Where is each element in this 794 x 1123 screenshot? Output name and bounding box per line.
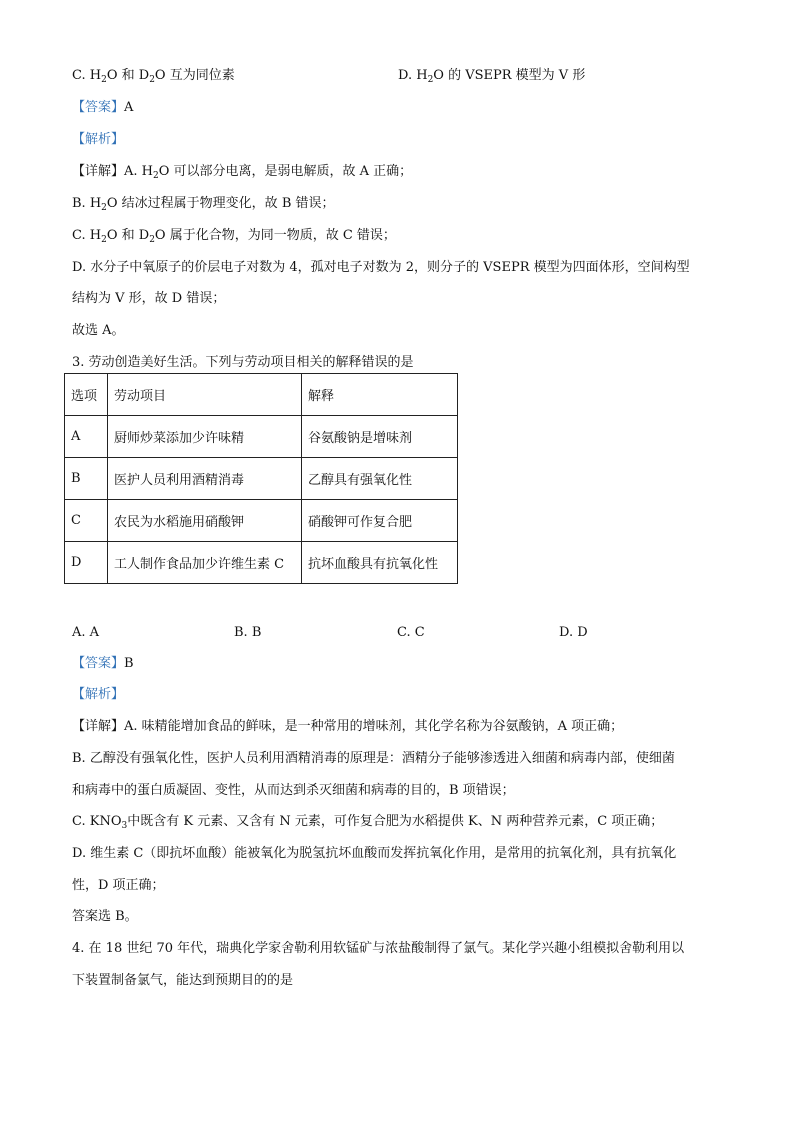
table-cell: 厨师炒菜添加少许味精 (108, 416, 302, 458)
table-cell: 工人制作食品加少许维生素 C (108, 542, 302, 584)
subscript: 2 (153, 171, 159, 181)
q2-detail-b (72, 195, 335, 217)
subscript: 2 (101, 235, 107, 245)
detail-text: O 可以部分电离，是弱电解质，故 A 正确； (158, 164, 413, 179)
q2-analysis-tag: 【解析】 (72, 132, 125, 147)
option-d-text: O 的 VSEPR 模型为 V 形 (433, 68, 586, 83)
option-d: D. D (559, 625, 588, 640)
table-cell: A (65, 416, 108, 458)
table-cell: B (65, 458, 108, 500)
answer-value: B (124, 656, 134, 671)
table-row (65, 542, 458, 584)
option-c-text: O 和 D (106, 68, 150, 83)
table-cell: 硝酸钾可作复合肥 (302, 500, 458, 542)
table-cell: 农民为水稻施用硝酸钾 (108, 500, 302, 542)
table-cell: 谷氨酸钠是增味剂 (302, 416, 458, 458)
subscript: 2 (149, 235, 155, 245)
q4-stem-line1: 4. 在 18 世纪 70 年代，瑞典化学家舍勒利用软锰矿与浓盐酸制得了氯气。某化学兴趣小组模拟舍勒利用以 (72, 941, 685, 956)
q2-detail-a (72, 163, 412, 185)
detail-text: O 属于化合物，为同一物质，故 C 错误； (154, 228, 396, 243)
table-cell: 医护人员利用酒精消毒 (108, 458, 302, 500)
detail-text: 【详解】A. H (72, 164, 153, 179)
detail-text: C. KNO (72, 814, 122, 829)
detail-text: B. H (72, 196, 102, 211)
q3-detail-d-line1: D. 维生素 C（即抗坏血酸）能被氧化为脱氢抗坏血酸而发挥抗氧化作用，是常用的抗氧化剂，具有抗氧化 (72, 846, 677, 861)
table-cell: 抗坏血酸具有抗氧化性 (302, 542, 458, 584)
table-header-cell: 劳动项目 (108, 374, 302, 416)
q3-detail-b-line2: 和病毒中的蛋白质凝固、变性，从而达到杀灭细菌和病毒的目的，B 项错误； (72, 783, 515, 798)
table-header-cell: 解释 (302, 374, 458, 416)
q3-conclusion: 答案选 B。 (72, 909, 138, 924)
option-c-text: O 互为同位素 (154, 68, 235, 83)
option-c-isotope (72, 67, 235, 89)
answer-tag: 【答案】 (72, 100, 125, 115)
option-a: A. A (72, 625, 100, 640)
detail-text: 中既含有 K 元素、又含有 N 元素，可作复合肥为水稻提供 K、N 两种营养元素，C 项正确； (127, 814, 664, 829)
table-cell: 乙醇具有强氧化性 (302, 458, 458, 500)
subscript: 2 (427, 75, 434, 85)
subscript: 2 (149, 75, 155, 85)
q3-detail-b-line1: B. 乙醇没有强氧化性，医护人员利用酒精消毒的原理是：酒精分子能够渗透进入细菌和病毒内部，使细菌 (72, 751, 675, 766)
q2-detail-d-line2: 结构为 V 形，故 D 错误； (72, 291, 226, 306)
q3-analysis-tag: 【解析】 (72, 687, 125, 702)
table-row (65, 458, 458, 500)
answer-tag: 【答案】 (72, 656, 125, 671)
q4-stem-line2: 下装置制备氯气，能达到预期目的的是 (72, 973, 294, 988)
answer-value: A (124, 100, 134, 115)
detail-text: O 和 D (106, 228, 150, 243)
q3-stem: 3. 劳动创造美好生活。下列与劳动项目相关的解释错误的是 (72, 355, 414, 370)
subscript: 2 (101, 75, 107, 85)
q3-answer (72, 655, 134, 673)
option-d-vsepr (398, 67, 585, 89)
option-c: C. C (397, 625, 425, 640)
q3-table (64, 373, 458, 584)
table-header-row (65, 374, 458, 416)
option-c-text: C. H (72, 68, 102, 83)
table-cell: D (65, 542, 108, 584)
q2-detail-d-line1: D. 水分子中氧原子的价层电子对数为 4，孤对电子对数为 2，则分子的 VSEPR 模型为四面体形，空间构型 (72, 260, 690, 275)
q3-detail-a: 【详解】A. 味精能增加食品的鲜味，是一种常用的增味剂，其化学名称为谷氨酸钠，A 项正确； (72, 719, 624, 734)
option-b: B. B (234, 625, 262, 640)
q2-answer (72, 99, 133, 117)
subscript: 2 (101, 203, 107, 213)
table-header-cell: 选项 (65, 374, 108, 416)
detail-text: O 结冰过程属于物理变化，故 B 错误； (106, 196, 335, 211)
q2-detail-c (72, 227, 396, 249)
subscript: 3 (121, 821, 128, 831)
table-row (65, 500, 458, 542)
q2-conclusion: 故选 A。 (72, 323, 125, 338)
table-cell: C (65, 500, 108, 542)
detail-text: C. H (72, 228, 102, 243)
q3-detail-d-line2: 性，D 项正确； (72, 878, 165, 893)
table-row (65, 416, 458, 458)
q3-detail-c (72, 813, 663, 835)
option-d-text: D. H (398, 68, 428, 83)
